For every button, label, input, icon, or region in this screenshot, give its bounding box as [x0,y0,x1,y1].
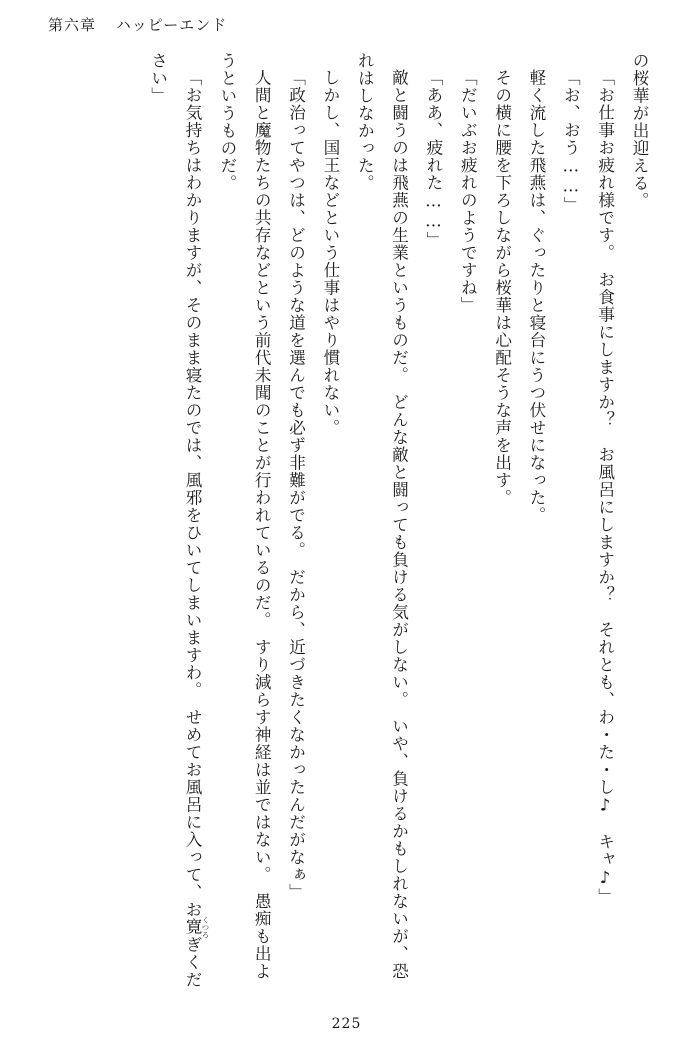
page-number: 225 [331,1016,362,1032]
paragraph-text-part-b: ぎください」 [148,52,203,988]
paragraph: 敵と闘うのは飛燕の生業というものだ。 どんな敵と闘っても負ける気がしない。 いや、負けるかもしれないが、恐れはしなかった。 [355,52,409,980]
ruby-text: くつろ [201,915,211,938]
paragraph: 軽く流した飛燕は、ぐったりと寝台にうつ伏せになった。 [526,68,546,524]
paragraph: 人間と魔物たちの共存などという前代未聞のことが行われているのだ。 すり減らす神経は並ではない。 愚痴も出ようというものだ。 [217,52,272,980]
paragraph: の桜華が出迎える。 [630,52,649,210]
chapter-title: ハッピーエンド [115,16,228,34]
paragraph: しかし、国王などという仕事はやり慣れない。 [320,68,340,437]
ruby-base: 寛 [183,915,203,938]
paragraph: その横に腰を下ろしながら桜華は心配そうな声を出す。 [492,68,512,507]
paragraph: 「お、おう……」 [561,68,581,214]
paragraph-with-ruby [140,52,209,992]
paragraph-text-part-a: 「お気持ちはわかりますが、そのまま寝たのでは、風邪をひいてしまいますわ。 せめてお風呂に入って、お [183,68,203,918]
running-head [48,14,227,35]
body-text [44,52,656,992]
paragraph: 「お仕事お疲れ様です。 お食事にしますか？ お風呂にしますか？ それとも、わ・た・し♪ キャ♪」 [595,68,615,906]
ruby-annotation [183,915,211,938]
paragraph: 「ああ、疲れた……」 [423,68,443,249]
chapter-number: 第六章 [48,16,97,34]
paragraph: 「だいぶお疲れのようですね」 [458,68,478,314]
paragraph: 「政治ってやつは、どのような道を選んでも必ず非難がでる。 だから、近づきたくなかったんだがなぁ」 [286,68,306,901]
